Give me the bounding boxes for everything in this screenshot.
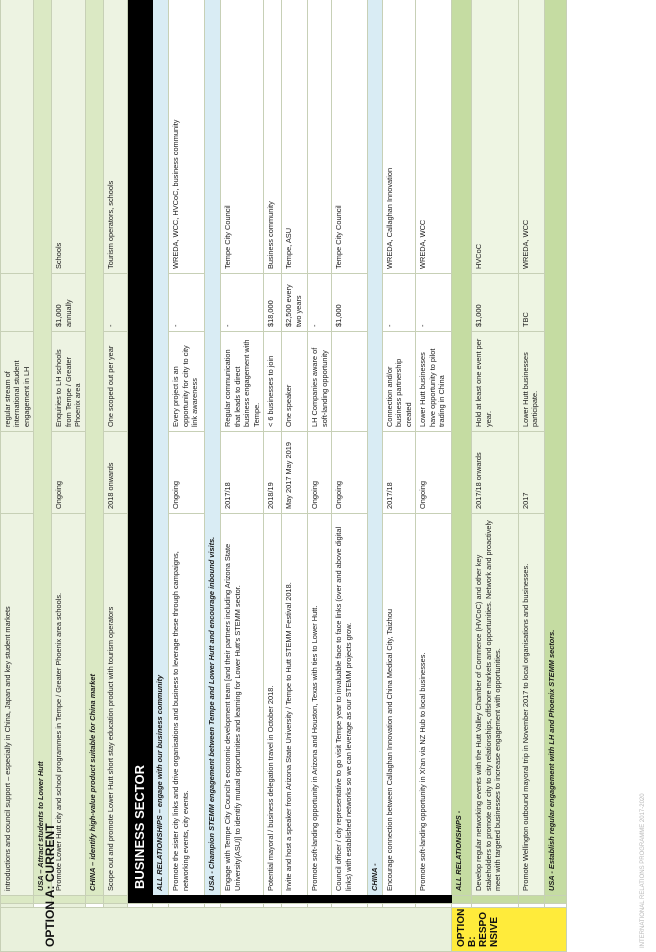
table-row: [264, 0, 282, 952]
band-cell: [472, 896, 518, 904]
cell-timing: [1, 432, 34, 514]
cell-budget: -: [221, 274, 264, 332]
cell-measure: < 6 businesses to join: [264, 332, 282, 432]
cell-action: Encourage connection between Callaghan Innovation and China Medical City, Taizhou: [382, 514, 415, 896]
option-b-label: OPTION B: RESPONSIVE: [456, 908, 501, 947]
cell-measure: Regular communication that leads to direct business engagement with Tempe.: [221, 332, 264, 432]
cell-partners: WREDA, WCC: [518, 0, 544, 274]
band-cell: [308, 896, 332, 904]
cell-action: Scope out and promote Lower Hutt short stay education product with tourism operators: [103, 514, 127, 896]
cell-budget: -: [382, 274, 415, 332]
cell-timing: 2017/18: [382, 432, 415, 514]
section-heading: CHINA -: [368, 0, 382, 896]
cell-action: Promote soft-landing opportunity in Arizona and Houston, Texas with ties to Lower Hutt.: [308, 514, 332, 896]
band-cell: [368, 896, 382, 904]
cell-action: Develop regular networking events with the Hutt Valley Chamber of Commerce (HVCoC) and other key stakeholders to promote our city to city relationships, offshore markets and opportunities. Network and proactively meet with targeted businesses to increase engagement with opportunities.: [472, 514, 518, 896]
cell-measure: Connection and/or business partnership created: [382, 332, 415, 432]
band-cell: [518, 896, 544, 904]
footer-left: INTERNATIONAL RELATIONS PROGRAMME 2017-2020: [640, 793, 646, 948]
section-heading: USA – Attract students to Lower Hutt: [34, 0, 52, 896]
cell-partners: [1, 0, 34, 274]
cell-measure: Hold at least one event per year.: [472, 332, 518, 432]
cell-timing: 2017: [518, 432, 544, 514]
band-cell: [382, 896, 415, 904]
cell-timing: Ongoing: [416, 432, 452, 514]
cell-budget: $1,000 annually: [52, 274, 85, 332]
table-heading-row: [205, 0, 221, 952]
cell-timing: 2018 onwards: [103, 432, 127, 514]
section-heading: CHINA – identify high-value product suitable for China market: [85, 0, 103, 896]
option-b-label-cell: [452, 908, 567, 952]
band-cell: [205, 896, 221, 904]
cell-action: Invite and host a speaker from Arizona State University / Tempe to Hutt STEMM Festival 2018.: [282, 514, 308, 896]
cell-partners: Tourism operators, schools: [103, 0, 127, 274]
cell-action: Promote Wellington outbound mayoral trip in November 2017 to local organisations and businesses.: [518, 514, 544, 896]
table-row: [472, 0, 518, 952]
cell-partners: WREDA, WCC: [416, 0, 452, 274]
cell-partners: Tempe, ASU: [282, 0, 308, 274]
cell-action: Council officer / city representative to go visit Tempe year to invaluable face to face links (over and above digital links) with established networks so we can leverage as our STEMM projects grow.: [332, 514, 368, 896]
option-b-label-wrap: [452, 907, 566, 951]
table-row: [103, 0, 127, 952]
cell-partners: HVCoC: [472, 0, 518, 274]
page-footer: [640, 793, 646, 948]
cell-budget: -: [103, 274, 127, 332]
band-cell: [221, 896, 264, 904]
cell-budget: -: [416, 274, 452, 332]
cell-partners: [308, 0, 332, 274]
section-heading: ALL RELATIONSHIPS – engage with our business community: [153, 0, 169, 896]
table-row: [1, 0, 34, 952]
table-row: [52, 0, 85, 952]
cell-partners: WREDA, Callaghan Innovation: [382, 0, 415, 274]
cell-measure: LH Companies aware of soft-landing opportunity: [308, 332, 332, 432]
band-cell: [127, 896, 153, 904]
cell-budget: TBC: [518, 274, 544, 332]
section-heading: ALL RELATIONSHIPS -: [452, 0, 472, 896]
cell-budget: -: [169, 274, 205, 332]
sector-row: [127, 0, 153, 952]
cell-timing: Ongoing: [332, 432, 368, 514]
cell-action: Engage with Tempe City Council's economic development team [and their partners including Arizona State University(ASU)] to identify mutual opportunities and learning for Lower Hutt's STEMM sector.: [221, 514, 264, 896]
spacer-cell: [1, 904, 34, 908]
band-cell: [85, 896, 103, 904]
cell-timing: Ongoing: [52, 432, 85, 514]
cell-partners: Tempe City Council: [221, 0, 264, 274]
section-heading: USA - Establish regular engagement with LH and Phoenix STEMM sectors.: [544, 0, 566, 896]
cell-budget: $1,000: [472, 274, 518, 332]
cell-partners: WREDA, WCC, HVCoC, business community: [169, 0, 205, 274]
band-cell: [416, 896, 452, 904]
cell-budget: [1, 274, 34, 332]
band-cell: [452, 896, 472, 904]
band-cell: [332, 896, 368, 904]
cell-measure: One scoped out per year: [103, 332, 127, 432]
cell-action: Potential mayoral / business delegation travel in October 2018.: [264, 514, 282, 896]
cell-timing: May 2017 May 2019: [282, 432, 308, 514]
cell-timing: Ongoing: [169, 432, 205, 514]
table-heading-row: [368, 0, 382, 952]
cell-measure: Every project is an opportunity for city to city link awareness: [169, 332, 205, 432]
band-cell: [282, 896, 308, 904]
table-body: [1, 0, 567, 952]
cell-budget: $1,000: [332, 274, 368, 332]
cell-measure: Enquiries to LH schools from Tempe / Greater Phoenix area: [52, 332, 85, 432]
table-heading-row: [34, 0, 52, 952]
table-row: [282, 0, 308, 952]
band-cell: [169, 896, 205, 904]
cell-partners: Schools: [52, 0, 85, 274]
cell-measure: Lower Hutt businesses participate.: [518, 332, 544, 432]
table-heading-row: [544, 0, 566, 952]
cell-action: introductions and council support – especially in China, Japan and key student markets: [1, 514, 34, 896]
sector-title: BUSINESS SECTOR: [127, 0, 153, 896]
table-heading-row: [452, 0, 472, 952]
table-heading-row: [85, 0, 103, 952]
cell-budget: $18,000: [264, 274, 282, 332]
cell-partners: Tempe City Council: [332, 0, 368, 274]
cell-action: Promote the sister city links and drive organisations and business to leverage these through campaigns, networking events, city events.: [169, 514, 205, 896]
cell-measure: [332, 332, 368, 432]
table-row: [169, 0, 205, 952]
cell-timing: Ongoing: [308, 432, 332, 514]
option-a-label: OPTION A: CURRENT: [43, 823, 58, 947]
cell-measure: One speaker: [282, 332, 308, 432]
table-row: [518, 0, 544, 952]
cell-budget: $2,500 every two years: [282, 274, 308, 332]
cell-timing: 2018/19: [264, 432, 282, 514]
table-row: [308, 0, 332, 952]
cell-timing: 2017/18: [221, 432, 264, 514]
cell-budget: -: [308, 274, 332, 332]
cell-timing: 2017/18 onwards: [472, 432, 518, 514]
cell-action: Promote soft-landing opportunity in Xi'an via NZ Hub to local businesses.: [416, 514, 452, 896]
table-row: [416, 0, 452, 952]
cell-action: Promote Lower Hutt city and school programmes in Tempe / Greater Phoenix area schools.: [52, 514, 85, 896]
table-row: [382, 0, 415, 952]
cell-partners: Business community: [264, 0, 282, 274]
cell-measure: regular stream of international student engagement in LH: [1, 332, 34, 432]
cell-measure: Lower Hutt businesses have opportunity to pilot trading in China: [416, 332, 452, 432]
section-heading: USA - Champion STEMM engagement between Tempe and Lower Hutt and encourage inbound visits.: [205, 0, 221, 896]
band-cell: [103, 896, 127, 904]
table-row: [221, 0, 264, 952]
band-cell: [264, 896, 282, 904]
table-heading-row: [153, 0, 169, 952]
band-cell: [544, 896, 566, 904]
table-row: [332, 0, 368, 952]
band-cell: [1, 896, 34, 904]
band-cell: [153, 896, 169, 904]
